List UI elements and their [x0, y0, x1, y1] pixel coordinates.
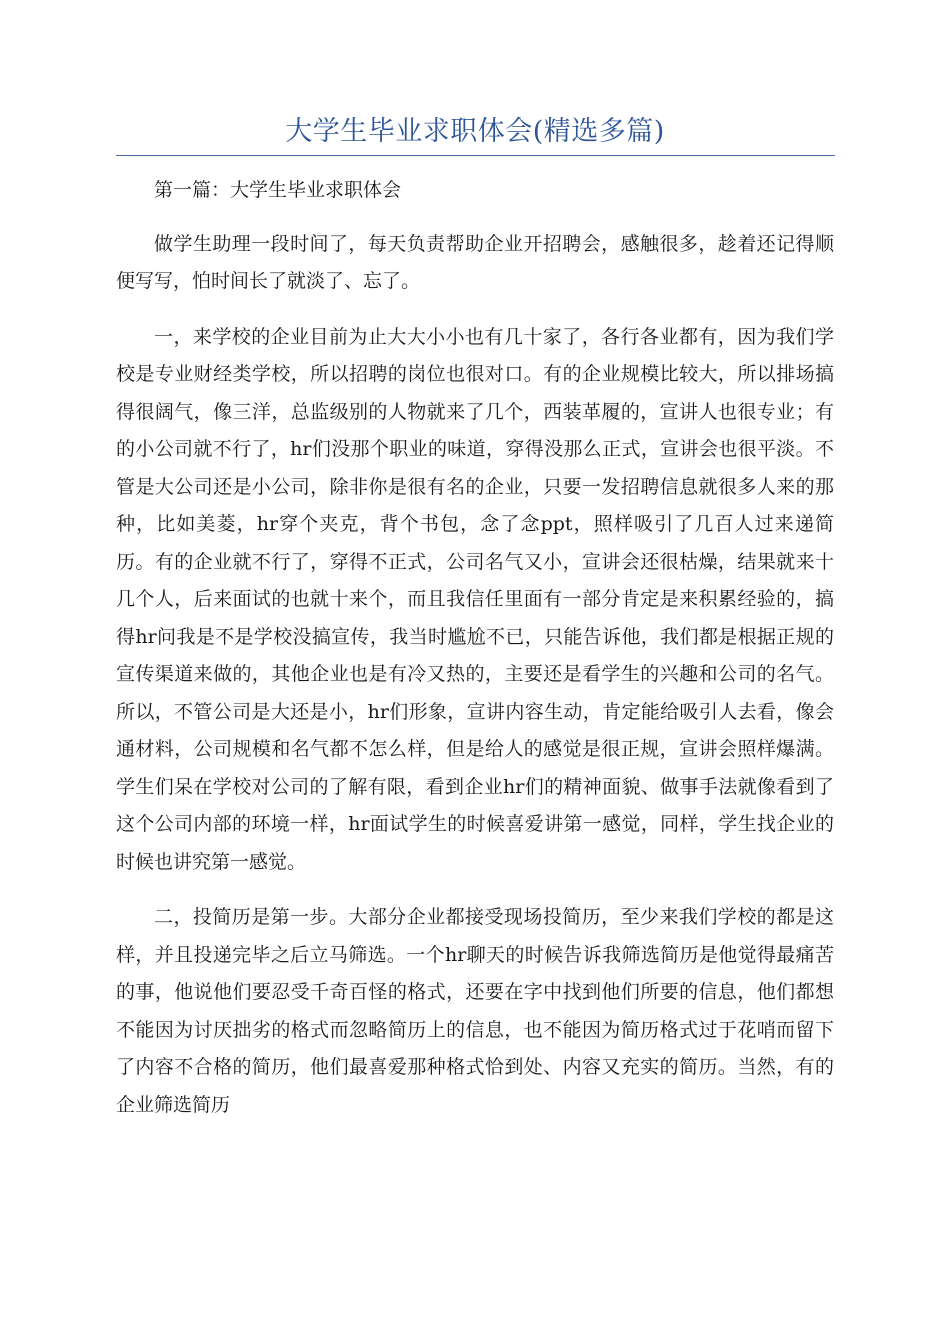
section-heading: 第一篇：大学生毕业求职体会	[154, 179, 402, 201]
paragraph-point-two: 二，投简历是第一步。大部分企业都接受现场投简历，至少来我们学校的都是这样，并且投递完毕之后立马筛选。一个hr聊天的时候告诉我筛选简历是他觉得最痛苦的事，他说他们要忍受千奇百怪的格式，还要在字中找到他们所要的信息，他们都想不能因为讨厌拙劣的格式而忽略简历上的信息，也不能因为简历格式过于花哨而留下了内容不合格的简历，他们最喜爱那种格式恰到处、内容又充实的简历。当然，有的企业筛选简历	[116, 906, 834, 1116]
paragraph-intro: 做学生助理一段时间了，每天负责帮助企业开招聘会，感触很多，趁着还记得顺便写写，怕时间长了就淡了、忘了。	[116, 232, 834, 292]
paragraph-point-one: 一，来学校的企业目前为止大大小小也有几十家了，各行各业都有，因为我们学校是专业财经类学校，所以招聘的岗位也很对口。有的企业规模比较大，所以排场搞得很阔气，像三洋，总监级别的人物就来了几个，西装革履的，宣讲人也很专业；有的小公司就不行了，hr们没那个职业的味道，穿得没那么正式，宣讲会也很平淡。不管是大公司还是小公司，除非你是很有名的企业，只要一发招聘信息就很多人来的那种，比如美菱，hr穿个夹克，背个书包，念了念ppt，照样吸引了几百人过来递简历。有的企业就不行了，穿得不正式，公司名气又小，宣讲会还很枯燥，结果就来十几个人，后来面试的也就十来个，而且我信任里面有一部分肯定是来积累经验的，搞得hr问我是不是学校没搞宣传，我当时尴尬不已，只能告诉他，我们都是根据正规的宣传渠道来做的，其他企业也是有冷又热的，主要还是看学生的兴趣和公司的名气。所以，不管公司是大还是小，hr们形象，宣讲内容生动，肯定能给吸引人去看，像会通材料，公司规模和名气都不怎么样，但是给人的感觉是很正规，宣讲会照样爆满。学生们呆在学校对公司的了解有限，看到企业hr们的精神面貌、做事手法就像看到了这个公司内部的环境一样，hr面试学生的时候喜爱讲第一感觉，同样，学生找企业的时候也讲究第一感觉。	[116, 325, 834, 873]
document-title: 大学生毕业求职体会(精选多篇)	[285, 116, 665, 147]
title-underline	[116, 155, 835, 156]
document-body	[116, 172, 834, 1142]
